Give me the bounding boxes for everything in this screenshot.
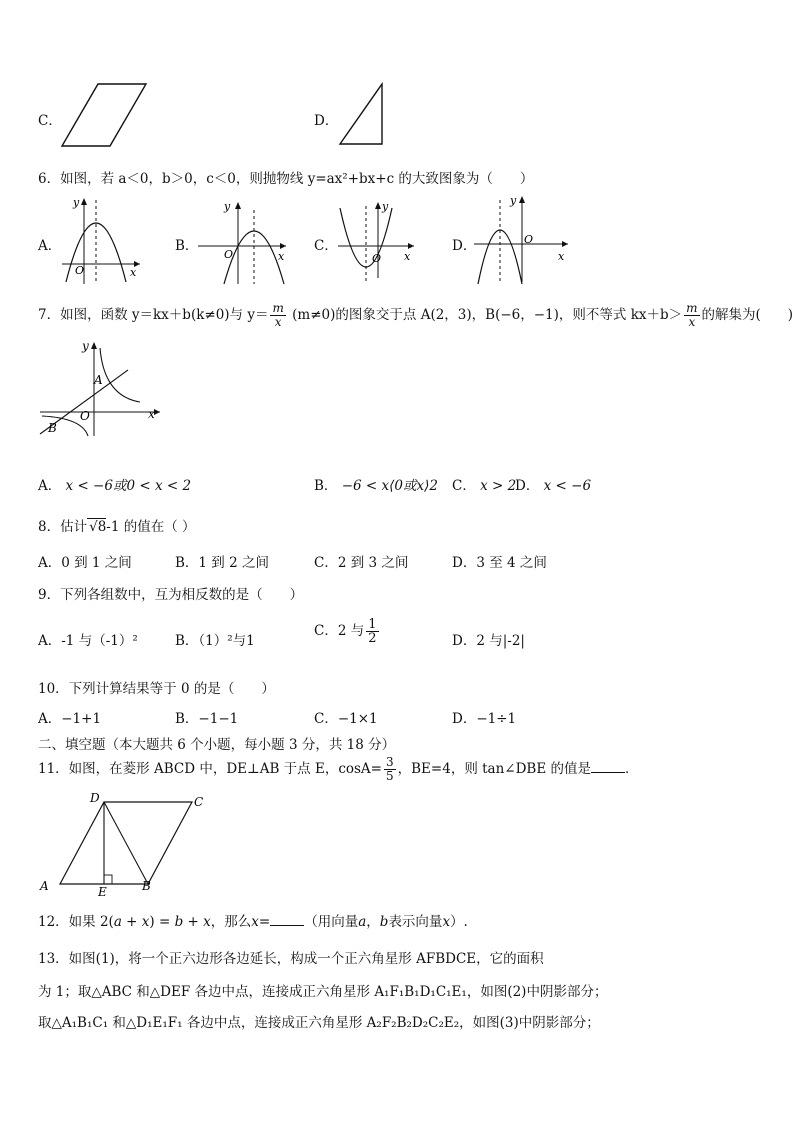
q9-option-d: D．2 与|-2| [452, 633, 525, 649]
q11-label-c: C [194, 795, 204, 809]
q6-option-d-label: D． [452, 238, 477, 254]
q12-eq: = [258, 914, 271, 930]
q12-vector-x-3: x [251, 914, 259, 930]
q12-text-b: ) = [149, 914, 175, 930]
q11-text-b: ，BE=4，则 tan∠DBE 的值是 [397, 761, 591, 777]
q5-option-c-label: C． [38, 113, 62, 129]
q7-frac2-num: m [686, 301, 698, 315]
q10-option-b: B．−1−1 [175, 711, 239, 727]
q12-plus-2: + [183, 914, 204, 930]
q8-question [38, 515, 196, 535]
q6-d-origin: O [524, 233, 534, 246]
q6-c-origin: O [372, 252, 382, 265]
q12-vector-b: b [174, 914, 184, 930]
q7-option-d [515, 474, 591, 494]
q6-d-y-label: y [510, 194, 517, 207]
q11-text-c: ． [624, 761, 639, 777]
q12-vector-b-2: b [379, 914, 389, 930]
q10-option-c: C．−1×1 [314, 711, 378, 727]
q9-option-b: B．（1）²与1 [175, 633, 255, 649]
q12-vector-a: a [113, 914, 122, 930]
q12-text-e: 表示向量 [388, 914, 443, 930]
q12-text-d: （用向量 [304, 914, 359, 930]
q6-option-a-label: A． [38, 238, 62, 254]
q9-option-c [314, 618, 381, 645]
q7-fig-b: B [48, 421, 57, 435]
q7-frac1-den: x [274, 315, 282, 329]
q12-text-c: ，那么 [210, 914, 252, 930]
q11-label-e: E [98, 885, 107, 898]
section-heading: 二、填空题（本大题共 6 个小题，每小题 3 分，共 18 分） [38, 737, 396, 753]
q8-text-b: -1 的值在（ ） [106, 519, 196, 535]
q8-option-b: B．1 到 2 之间 [175, 555, 269, 571]
q7-option-c-label: C． [452, 478, 476, 494]
q13-line-1: 13．如图(1)，将一个正六边形各边延长，构成一个正六角星形 AFBDCE，它的面积 [38, 951, 544, 967]
q6-question: 6．如图，若 a＜0，b＞0，c＜0，则抛物线 y=ax²+bx+c 的大致图象为（ ） [38, 171, 534, 187]
q6-c-y-label: y [382, 200, 389, 213]
q7-frac2-den: x [688, 315, 696, 329]
q8-sqrt: √8 [89, 519, 107, 535]
q11-frac-num: 3 [386, 755, 394, 769]
q6-b-x-label: x [278, 250, 285, 263]
q7-text-c: 的解集为( ) [701, 307, 794, 323]
q8-sqrt-value: 8 [97, 519, 107, 535]
q11-rhombus-figure [36, 790, 208, 898]
q5-option-c-parallelogram [60, 80, 150, 150]
q7-question [38, 302, 793, 329]
q11-frac-den: 5 [386, 769, 394, 783]
q6-option-c-graph [336, 198, 416, 286]
q7-option-a [38, 474, 191, 494]
q5-option-d-label: D． [314, 113, 339, 129]
q12-plus: + [121, 914, 142, 930]
q8-option-a: A．0 到 1 之间 [38, 555, 132, 571]
q7-fig-x: x [148, 407, 155, 421]
q9-option-c-num: 1 [368, 617, 377, 632]
q13-line-2: 为 1；取△ABC 和△DEF 各边中点，连接成正六角星形 A₁F₁B₁D₁C₁E₁，如图(2)中阴影部分； [38, 984, 608, 1000]
q6-a-x-label: x [130, 266, 137, 279]
q7-option-b-math: −6 < x⟨0或x⟩2 [341, 478, 438, 494]
q8-option-c: C．2 到 3 之间 [314, 555, 409, 571]
q11-label-b: B [142, 879, 151, 893]
q6-option-d-graph [472, 192, 572, 286]
q9-question: 9．下列各组数中，互为相反数的是（ ） [38, 587, 304, 603]
q12-question [38, 910, 468, 930]
q7-fig-y: y [82, 339, 89, 353]
q13-line-3: 取△A₁B₁C₁ 和△D₁E₁F₁ 各边中点，连接成正六角星形 A₂F₂B₂D₂C₂E₂，如图(3)中阴影部分； [38, 1015, 600, 1031]
q11-label-d: D [90, 791, 100, 805]
q7-option-b-label: B． [314, 478, 338, 494]
q8-option-d: D．3 至 4 之间 [452, 555, 547, 571]
q11-text-a: 11．如图，在菱形 ABCD 中，DE⊥AB 于点 E，cosA= [38, 761, 382, 777]
q7-option-c [452, 474, 516, 494]
q6-b-origin: O [224, 248, 234, 261]
q11-question [38, 756, 638, 783]
q7-text-a: 7．如图，函数 y＝kx＋b(k≠0)与 y＝ [38, 307, 269, 323]
q7-fig-a: A [94, 373, 103, 387]
q10-option-d: D．−1÷1 [452, 711, 517, 727]
q7-option-a-label: A． [38, 478, 62, 494]
q12-vector-x-2: x [203, 914, 211, 930]
q10-question: 10．下列计算结果等于 0 的是（ ） [38, 681, 275, 697]
q11-label-a: A [40, 879, 49, 893]
q8-text-a: 8．估计 [38, 519, 88, 535]
q12-text-a: 12．如果 2( [38, 914, 114, 930]
q6-option-a-graph [60, 194, 142, 286]
q7-text-b: (m≠0)的图象交于点 A(2，3)，B(−6，−1)，则不等式 kx＋b＞ [287, 307, 683, 323]
q7-option-c-math: x > 2 [480, 478, 517, 494]
q6-b-y-label: y [224, 200, 231, 213]
q9-option-c-den: 2 [368, 631, 377, 646]
q12-vector-a-2: a [358, 914, 367, 930]
q7-option-a-math: x < −6或0 < x < 2 [65, 478, 192, 494]
q7-option-d-math: x < −6 [543, 478, 592, 494]
q6-option-b-graph [196, 198, 288, 286]
q7-option-d-label: D． [515, 478, 540, 494]
q12-text-f: ）. [450, 914, 468, 930]
q12-vector-x-4: x [442, 914, 451, 930]
q7-frac1-num: m [272, 301, 284, 315]
q7-fig-o: O [80, 409, 90, 423]
q11-answer-blank[interactable] [591, 760, 625, 773]
q6-option-b-label: B． [175, 238, 199, 254]
q9-option-c-label: C．2 与 [314, 623, 365, 639]
q6-a-origin: O [75, 264, 85, 277]
q6-option-c-label: C． [314, 238, 338, 254]
q6-d-x-label: x [558, 250, 565, 263]
q6-c-x-label: x [404, 250, 411, 263]
q6-a-y-label: y [73, 196, 80, 209]
q7-figure [36, 338, 164, 438]
q12-answer-blank[interactable] [270, 913, 304, 926]
q12-vector-x: x [141, 914, 150, 930]
q7-option-b [314, 474, 438, 494]
q9-option-a: A．-1 与（-1）² [38, 633, 138, 649]
q10-option-a: A．−1+1 [38, 711, 102, 727]
q5-option-d-triangle [336, 82, 388, 148]
q12-sep: ， [366, 914, 380, 930]
